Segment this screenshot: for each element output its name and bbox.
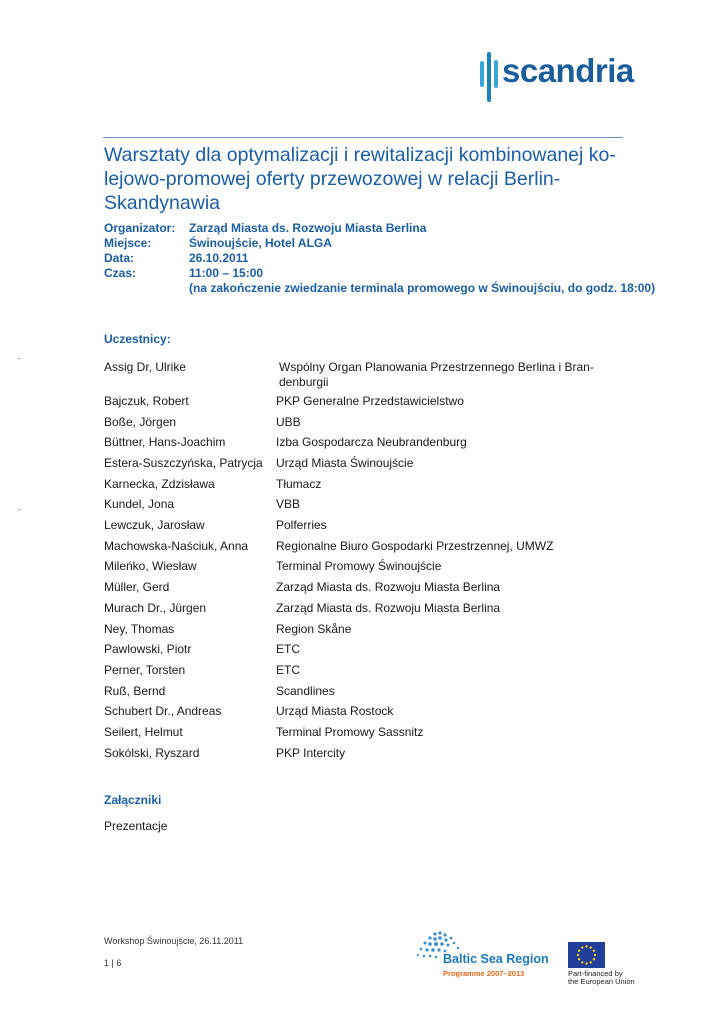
footer-text: Workshop Świnoujście, 26.11.2011: [104, 936, 244, 946]
participant-organization: Region Skåne: [276, 622, 352, 636]
margin-mark: -: [18, 354, 21, 363]
participant-organization: PKP Intercity: [276, 746, 346, 760]
participant-organization: Terminal Promowy Świnoujście: [276, 559, 442, 573]
org-line: denburgii: [279, 375, 329, 389]
organizer-row: [104, 221, 704, 236]
location-row: [104, 236, 704, 251]
page-number: 1 | 6: [104, 958, 122, 968]
attachments-heading: Załączniki: [104, 793, 162, 807]
participant-name: Machowska-Naściuk, Anna: [104, 539, 249, 553]
organizer-label: Organizator:: [104, 221, 176, 235]
participant-name: Estera-Suszczyńska, Patrycja: [104, 456, 263, 470]
participant-name: Perner, Torsten: [104, 663, 186, 677]
date-label: Data:: [104, 251, 135, 265]
participant-name: Büttner, Hans-Joachim: [104, 435, 226, 449]
title-line: lejowo-promowej oferty przewozowej w relacji Berlin-: [104, 168, 561, 190]
baltic-sea-region-logo: [413, 928, 549, 980]
participant-name: Schubert Dr., Andreas: [104, 704, 222, 718]
participant-name: Pawlowski, Piotr: [104, 642, 192, 656]
margin-mark: -: [18, 505, 21, 514]
participant-name: Bajczuk, Robert: [104, 394, 189, 408]
bsr-subtitle: Programme 2007–2013: [443, 969, 525, 978]
logo-bars-icon: [478, 50, 498, 104]
title-line: Skandynawia: [104, 192, 220, 214]
organizer-value: Zarząd Miasta ds. Rozwoju Miasta Berlina: [189, 221, 427, 235]
document-title: [104, 143, 624, 215]
location-label: Miejsce:: [104, 236, 152, 250]
participant-name: Assig Dr, Ulrike: [104, 360, 187, 374]
participant-organization: VBB: [276, 497, 301, 511]
participant-name: Ney, Thomas: [104, 622, 175, 636]
event-details: [104, 221, 704, 296]
participant-organization: ETC: [276, 642, 300, 656]
participant-name: Seilert, Helmut: [104, 725, 183, 739]
participant-organization: UBB: [276, 415, 301, 429]
eu-caption-line: the European Union: [568, 977, 635, 986]
participant-organization: [279, 360, 609, 390]
participants-heading: Uczestnicy:: [104, 332, 171, 346]
participant-organization: PKP Generalne Przedstawicielstwo: [276, 394, 464, 408]
participant-organization: Terminal Promowy Sassnitz: [276, 725, 424, 739]
participant-name: Lewczuk, Jarosław: [104, 518, 205, 532]
eu-funding-logo: [568, 942, 658, 988]
scandria-logo: [478, 50, 634, 104]
participant-organization: Urząd Miasta Świnoujście: [276, 456, 414, 470]
eu-flag-icon: [568, 942, 605, 968]
participant-organization: Izba Gospodarcza Neubrandenburg: [276, 435, 467, 449]
time-row: [104, 266, 704, 281]
date-row: [104, 251, 704, 266]
participant-name: Sokólski, Ryszard: [104, 746, 200, 760]
participant-name: Mileńko, Wiesław: [104, 559, 197, 573]
participant-organization: Zarząd Miasta ds. Rozwoju Miasta Berlina: [276, 580, 501, 594]
title-line: Warsztaty dla optymalizacji i rewitalizacji kombinowanej ko-: [104, 144, 616, 166]
participant-name: Boße, Jörgen: [104, 415, 177, 429]
participant-name: Ruß, Bernd: [104, 684, 166, 698]
participant-organization: Tłumacz: [276, 477, 322, 491]
participant-organization: Urząd Miasta Rostock: [276, 704, 394, 718]
participant-name: Müller, Gerd: [104, 580, 170, 594]
participant-name: Kundel, Jona: [104, 497, 175, 511]
org-line: Wspólny Organ Planowania Przestrzennego Berlina i Bran-: [279, 360, 594, 374]
participant-organization: Regionalne Biuro Gospodarki Przestrzennej, UMWZ: [276, 539, 554, 553]
time-value: 11:00 – 15:00: [189, 266, 264, 280]
header-divider: [103, 137, 623, 138]
eu-stars-icon: [568, 942, 605, 968]
date-value: 26.10.2011: [189, 251, 249, 265]
location-value: Świnoujście, Hotel ALGA: [189, 236, 332, 250]
participant-organization: Scandlines: [276, 684, 335, 698]
participant-name: Karnecka, Zdzisława: [104, 477, 215, 491]
eu-caption: [568, 970, 635, 986]
participant-organization: ETC: [276, 663, 300, 677]
participant-name: Murach Dr., Jürgen: [104, 601, 207, 615]
attachment-item: Prezentacje: [104, 819, 168, 833]
participant-organization: Zarząd Miasta ds. Rozwoju Miasta Berlina: [276, 601, 501, 615]
time-label: Czas:: [104, 266, 137, 280]
logo-wordmark: scandria: [502, 52, 634, 89]
time-note-row: [104, 281, 704, 296]
participant-organization: Polferries: [276, 518, 327, 532]
eu-caption-line: Part-financed by: [568, 969, 623, 978]
time-note: (na zakończenie zwiedzanie terminala promowego w Świnoujściu, do godz. 18:00): [189, 281, 656, 295]
bsr-title: Baltic Sea Region: [443, 952, 549, 966]
